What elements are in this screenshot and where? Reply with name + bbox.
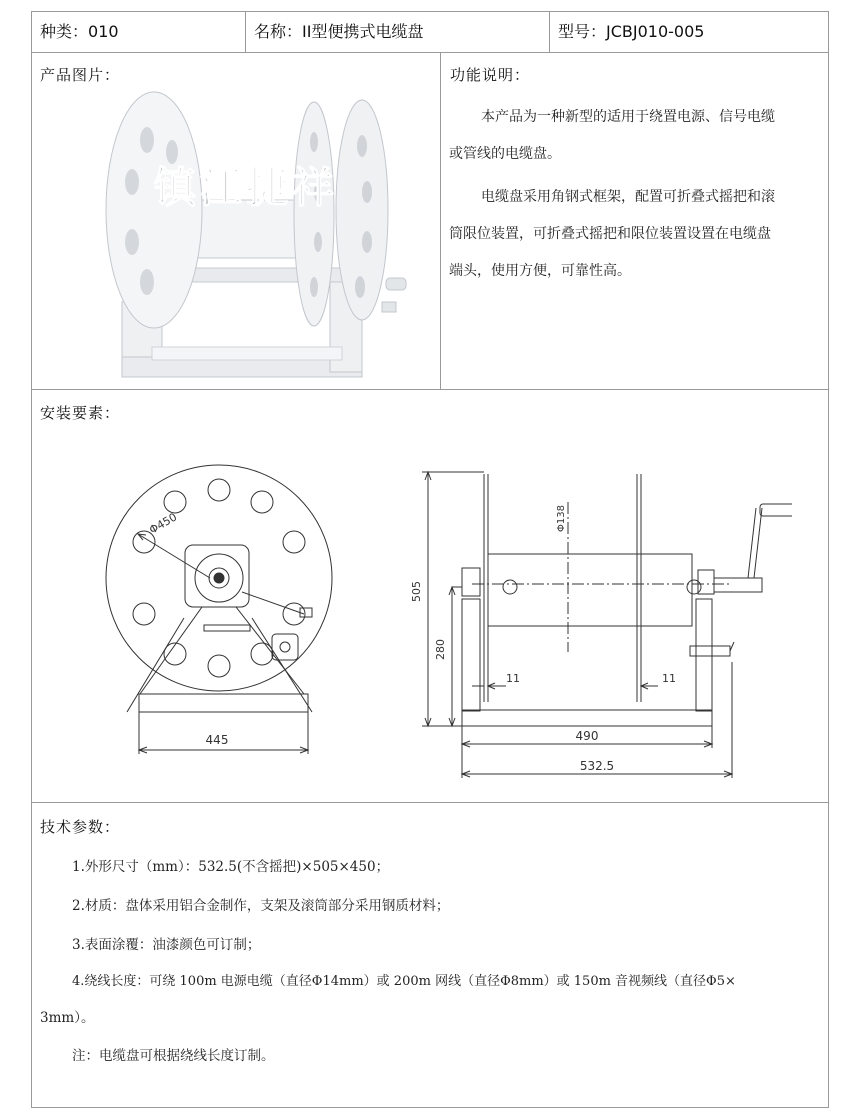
function-para1-line1: 本产品为一种新型的适用于绕置电源、信号电缆 — [481, 109, 775, 125]
name-value: II型便携式电缆盘 — [302, 22, 424, 41]
dim-gap-right: 11 — [662, 672, 676, 685]
dim-gap-left: 11 — [506, 672, 520, 685]
dim-total-length: 532.5 — [579, 759, 615, 773]
tech-item-4-line2: 3mm）。 — [40, 1010, 95, 1026]
model-value: JCBJ010-005 — [606, 22, 705, 41]
function-para2-line3: 端头，使用方便，可靠性高。 — [449, 263, 631, 279]
dim-height-axle: 280 — [434, 639, 447, 660]
category-label: 种类： — [40, 22, 89, 41]
section-divider — [32, 802, 828, 803]
function-para1-line2: 或管线的电缆盘。 — [449, 146, 561, 162]
technical-label: 技术参数： — [40, 818, 121, 836]
name-field — [254, 12, 423, 52]
function-para2-line1: 电缆盘采用角钢式框架，配置可折叠式摇把和滚 — [481, 189, 775, 205]
section-separator — [440, 52, 441, 389]
spec-sheet-frame — [31, 11, 829, 1108]
dim-width-front: 445 — [205, 733, 229, 747]
installation-label: 安装要素： — [40, 404, 121, 422]
side-view — [422, 472, 792, 778]
dim-height-total: 505 — [410, 581, 423, 602]
category-field — [40, 12, 119, 52]
header-separator — [549, 12, 550, 52]
tech-item-2: 2.材质：盘体采用铝合金制作，支架及滚筒部分采用钢质材料； — [72, 898, 450, 914]
tech-item-4-line1: 4.绕线长度：可绕 100m 电源电缆（直径Φ14mm）或 200m 网线（直径Φ8mm）或 150m 音视频线（直径Φ5× — [72, 974, 736, 989]
tech-item-3: 3.表面涂覆：油漆颜色可订制； — [72, 937, 261, 953]
product-image-label: 产品图片： — [40, 66, 121, 84]
dim-drum-diameter: Φ138 — [556, 505, 567, 532]
product-photo — [92, 82, 422, 382]
installation-drawing — [92, 442, 792, 782]
function-para2-line2: 筒限位装置，可折叠式摇把和限位装置设置在电缆盘 — [449, 226, 771, 242]
name-label: 名称： — [254, 22, 303, 41]
header-divider — [32, 52, 828, 53]
dim-diameter: Φ450 — [147, 510, 180, 537]
model-label: 型号： — [558, 22, 607, 41]
function-label: 功能说明： — [450, 66, 531, 84]
tech-item-1: 1.外形尺寸（mm）：532.5(不含摇把)×505×450； — [72, 859, 390, 875]
model-field — [558, 12, 704, 52]
front-view — [106, 465, 332, 754]
tech-note: 注：电缆盘可根据绕线长度订制。 — [72, 1048, 275, 1064]
header-separator — [245, 12, 246, 52]
watermark-text: 镇江捷祥 — [154, 163, 339, 212]
section-divider — [32, 389, 828, 390]
category-value: 010 — [88, 22, 119, 41]
dim-inner-length: 490 — [575, 729, 599, 743]
